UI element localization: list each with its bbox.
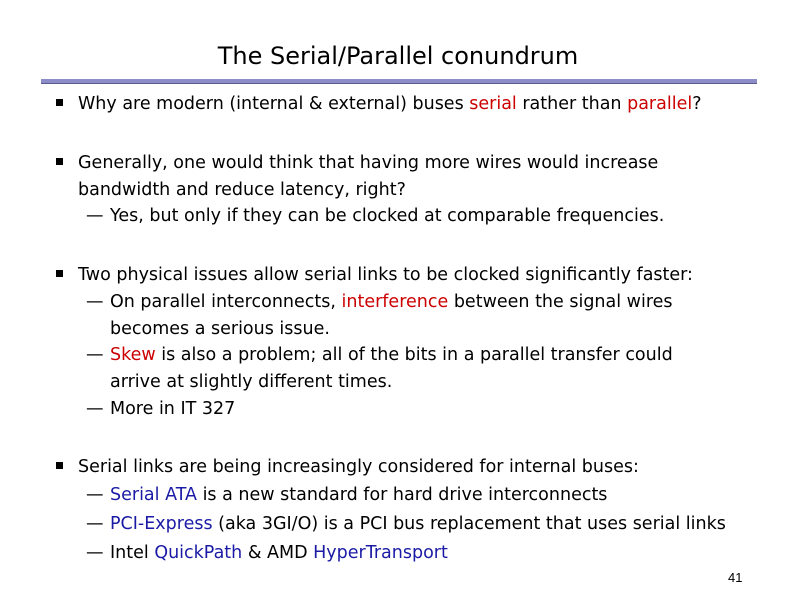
keyword-interference: interference — [341, 292, 449, 312]
bullet-marker — [56, 270, 63, 277]
keyword-serial: serial — [469, 94, 517, 114]
bullet-4-sub-3-text-a: Intel — [110, 543, 155, 563]
bullet-1-text-a: Why are modern (internal & external) buses — [78, 94, 470, 114]
bullet-3-sub-1-line-2: becomes a serious issue. — [110, 319, 330, 339]
bullet-marker — [56, 99, 63, 106]
bullet-4-sub-2 — [86, 511, 750, 538]
bullet-4-sub-1 — [86, 482, 750, 509]
bullet-2-line-2: bandwidth and reduce latency, right? — [78, 180, 406, 200]
dash-marker: — — [86, 345, 104, 365]
keyword-skew: Skew — [110, 345, 156, 365]
keyword-pci-express: PCI-Express — [110, 514, 213, 534]
bullet-1 — [78, 91, 758, 118]
bullet-3-sub-2-line-2: arrive at slightly different times. — [110, 372, 393, 392]
bullet-2-sub-1-text: Yes, but only if they can be clocked at comparable frequencies. — [110, 206, 665, 226]
bullet-1-text-c: ? — [692, 94, 702, 114]
keyword-hypertransport: HyperTransport — [313, 543, 448, 563]
bullet-4-line-1: Serial links are being increasingly considered for internal buses: — [78, 457, 639, 477]
bullet-3 — [78, 262, 758, 289]
bullet-marker — [56, 462, 63, 469]
bullet-3-line-1: Two physical issues allow serial links to be clocked significantly faster: — [78, 265, 693, 285]
dash-marker: — — [86, 485, 104, 505]
bullet-3-sub-1-text-b: between the signal wires — [448, 292, 673, 312]
bullet-marker — [56, 158, 63, 165]
bullet-3-sub-2 — [86, 342, 750, 396]
keyword-quickpath: QuickPath — [154, 543, 243, 563]
bullet-4-sub-3 — [86, 540, 750, 567]
dash-marker: — — [86, 292, 104, 312]
bullet-2 — [78, 150, 758, 204]
bullet-3-sub-2-text: is also a problem; all of the bits in a parallel transfer could — [155, 345, 673, 365]
slide-title: The Serial/Parallel conundrum — [217, 42, 579, 70]
bullet-4-sub-3-text-b: & AMD — [242, 543, 314, 563]
dash-marker: — — [86, 399, 104, 419]
dash-marker: — — [86, 514, 104, 534]
dash-marker: — — [86, 206, 104, 226]
bullet-3-sub-1-text-a: On parallel interconnects, — [110, 292, 342, 312]
keyword-parallel: parallel — [627, 94, 693, 114]
bullet-2-line-1: Generally, one would think that having more wires would increase — [78, 153, 659, 173]
keyword-serial-ata: Serial ATA — [110, 485, 197, 505]
bullet-4 — [78, 454, 758, 481]
page-number: 41 — [728, 570, 743, 585]
bullet-2-sub-1 — [86, 203, 750, 230]
bullet-3-sub-3 — [86, 396, 750, 423]
bullet-3-sub-1 — [86, 289, 750, 343]
dash-marker: — — [86, 543, 104, 563]
title-underline — [41, 79, 757, 84]
bullet-1-text-b: rather than — [516, 94, 628, 114]
bullet-4-sub-1-text: is a new standard for hard drive interconnects — [197, 485, 608, 505]
bullet-4-sub-2-text: (aka 3GI/O) is a PCI bus replacement that uses serial links — [212, 514, 726, 534]
bullet-3-sub-3-text: More in IT 327 — [110, 399, 236, 419]
